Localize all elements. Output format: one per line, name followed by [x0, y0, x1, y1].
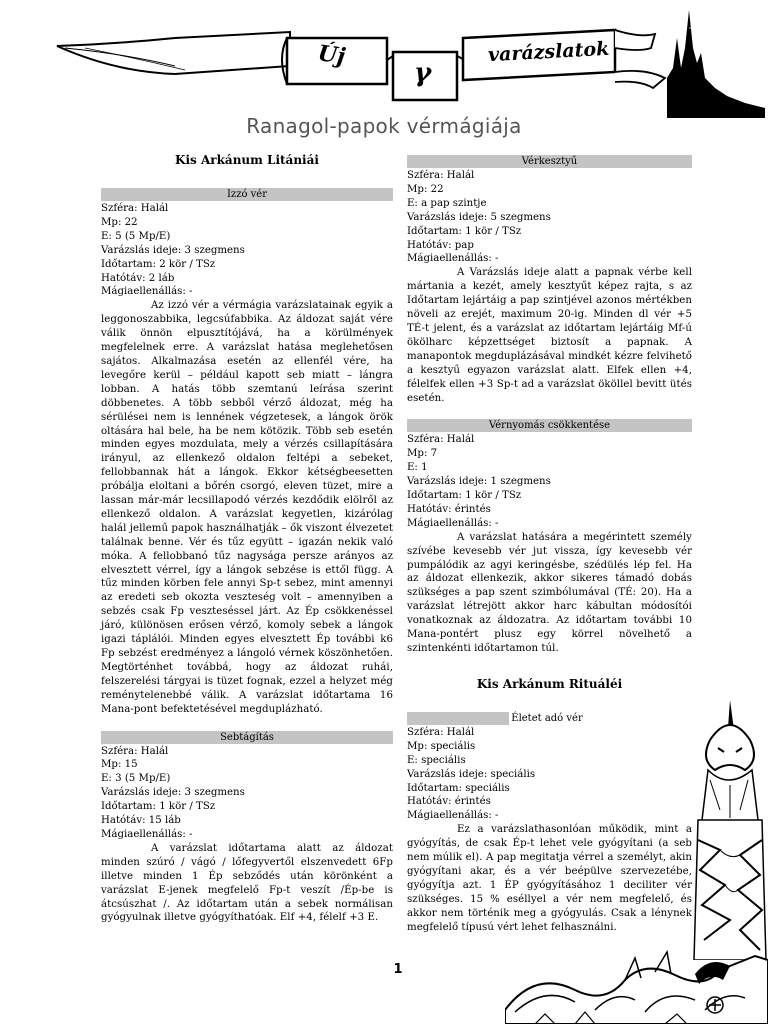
stat-line: Hatótáv: 2 láb [101, 272, 175, 284]
spell-name-header: Izzó vér [101, 188, 393, 201]
stat-line: Mp: 7 [407, 448, 438, 460]
stat-line: Mp: speciális [407, 740, 476, 752]
section-title-litaniak: Kis Arkánum Litániái [175, 153, 319, 167]
right-column [407, 155, 692, 949]
stat-line: Szféra: Halál [407, 170, 475, 181]
stat-line: Időtartam: speciális [407, 782, 510, 794]
stat-line: Mágiaellenállás: - [407, 517, 499, 529]
stat-line: Hatótáv: érintés [407, 796, 491, 808]
spell-name-header: Életet adó vér [407, 712, 687, 725]
stat-line: E: 3 (5 Mp/E) [101, 773, 171, 785]
stat-line: Varázslás ideje: 3 szegmens [101, 244, 245, 256]
spell-description: A varázslat hatására a megérintett személy szívébe kevesebb vér jut vissza, így kevesebb vér pumpálódik az agyi keringésbe, szédülés lép fel. Ha az áldozat ellenkezik, akkor sikeres támadó dobás szükséges a pap szent szimbólumával (TÉ: 20). Ha a varázslat létrejött akkor harc kábultan módosítói vonatkoznak az áldozatra. Az időtartam további 10 Mana-pontért plusz egy körrel növelhető a szintenkénti időtartamon túl. [407, 531, 692, 654]
header-banner-illustration [55, 8, 765, 118]
spell-name-header: Sebtágítás [101, 731, 393, 744]
spell-name-header: Vérnyomás csökkentése [407, 419, 692, 432]
stat-line: Időtartam: 1 kör / TSz [407, 225, 522, 237]
stat-line: Hatótáv: érintés [407, 503, 491, 515]
spell-description: Ez a varázslathasonlóan működik, mint a gyógyítás, de csak Ép-t lehet vele gyógyítani (a seb nem múlik el). A pap megitatja vérrel a személyt, akin gyógyítani akar, és a vér beépülve szervezetébe, gyógyítja azt. 1 ÉP gyógyításához 1 deciliter vér szükséges. 15 % eséllyel a vér nem megfelelő, és akkor nem történik meg a gyógyulás. Csak a lénynek megfelelő típusú vért lehet felhasználni. [407, 824, 692, 933]
stat-line: Mágiaellenállás: - [407, 810, 499, 822]
spell-block [101, 731, 393, 926]
spell-stats [407, 169, 692, 266]
page-title: Ranagol-papok vérmágiája [246, 114, 522, 138]
stat-line: Mágiaellenállás: - [101, 286, 193, 298]
left-column [101, 152, 393, 939]
spell-stats [407, 433, 692, 530]
stat-line: Szféra: Halál [101, 745, 169, 757]
spell-description: A varázslat időtartama alatt az áldozat minden szúró / vágó / lőfegyvertől elszenvedett 6Fp illetve minden 1 Ép sebződés után körönként a varázslat E-jenek megfelelő Fp-t veszít /Ép-be is átcsúszhat /. Az időtartam után a sebek normálisan gyógyulnak illetve gyógyíthatóak. Elf +4, félelf +3 E. [101, 842, 393, 924]
stat-line: E: a pap szintje [407, 197, 487, 209]
banner-word-right: varázslatok [487, 37, 610, 67]
stat-line: Időtartam: 1 kör / TSz [407, 490, 522, 502]
spell-block [407, 419, 692, 656]
spell-stats [407, 726, 687, 823]
stat-line: Hatótáv: 15 láb [101, 815, 181, 827]
stat-line: Mágiaellenállás: - [407, 253, 499, 265]
stat-line: Varázslás ideje: 3 szegmens [101, 787, 245, 799]
stat-line: Szféra: Halál [407, 434, 475, 446]
stat-line: Időtartam: 2 kör / TSz [101, 258, 216, 270]
banner-word-left: Új [316, 40, 347, 70]
section-title-ritualek: Kis Arkánum Rituáléi [476, 676, 623, 691]
stat-line: Mp: 22 [101, 216, 138, 228]
spell-block [101, 188, 393, 717]
stat-line: Időtartam: 1 kör / TSz [101, 801, 216, 813]
stat-line: Szféra: Halál [407, 726, 475, 738]
dragon-corner-illustration [505, 950, 768, 1024]
stat-line: Varázslás ideje: speciális [407, 768, 536, 780]
stat-line: E: speciális [407, 754, 466, 766]
stat-line: Mp: 15 [101, 759, 138, 771]
stat-line: Szféra: Halál [101, 203, 169, 214]
banner-glyph: γ [414, 58, 432, 88]
stat-line: Hatótáv: pap [407, 239, 474, 251]
spell-description: A Varázslás ideje alatt a papnak vérbe kell mártania a kezét, amely kesztyűt képez rajta, s az Időtartam lejártáig a pap szintjével azonos mértékben növeli az erejét, maximum 20-ig. Minden dl vér +5 TÉ-t jelent, és a varázslat az időtartam lejártáig Mf-ú ökölharc képzettséget biztosít a papnak. A manapontok megduplázásával mindkét kézre felvihető a kesztyű egyazon varázslat alatt. Elfek ellen +4, félelfek ellen +3 Sp-t ad a varázslat ököllel bevitt ütés esetén. [407, 267, 692, 404]
spell-stats [101, 745, 393, 842]
demon-figure-illustration [690, 700, 768, 960]
stat-line: Mp: 22 [407, 183, 444, 195]
ritual-block [407, 712, 692, 935]
spell-description: Az izzó vér a vérmágia varázslatainak egyik a leggonoszabbika, legcsúfabbika. Az áldozat saját vére válik önnön elpusztítójává, ha a körülmények megfelelnek erre. A varázslat hatása meglehetősen sajátos. Alkalmazása esetén az ellenfél vére, ha levegőre kerül – például kapott seb miatt – lángra lobban. A hatás több szemtanú leírása szerint döbbenetes. A több sebből vérző áldozat, még ha sérülései nem is lennének végzetesek, a lángok örök oltására hal bele, ha be nem kötözik. Több seb esetén minden egyes mozdulata, mely a vérzés csillapítására irányul, az ellenkező oldalon feltépi a sebeket, fellobbannak hát a lángok. Ekkor kétségbeesetten próbálja eloltani a bőrén csorgó, eleven tüzet, mire a lassan már-már lecsillapodó vérzés kezdődik elölről az ellenkező oldalon. A varázslat kegyetlen, kizárólag halál jellemű papok használhatják – ők viszont élvezetet találnak benne. Vér és tűz együtt – igazán nekik való móka. A fellobbanó tűz nagysága persze arányos az elvesztett vérrel, így a lángok sebzése is ettől függ. A tűz minden körben fele annyi Sp-t sebez, mint amennyi az eredeti seb okozta veszteség volt – amennyiben a sebzés csak Fp veszteséssel járt. Az Ép csökkenéssel járó, különösen erősen vérző, komoly sebek a lángok igazi táplálói. Minden egyes elvesztett Ép további k6 Fp sebzést eredményez a lángoló vérnek köszönhetően. Megtörténhet továbbá, hogy az áldozat ruhái, felszerelési tárgyai is tüzet fognak, ezzel a helyzet még reménytelenebbé válik. A varázslat időtartama 16 Mana-pont befektetésével megduplázható. [101, 300, 393, 715]
stat-line: E: 1 [407, 462, 428, 474]
spell-name-header: Vérkesztyű [407, 155, 692, 168]
page-number: 1 [393, 962, 403, 977]
spell-stats [101, 202, 393, 299]
stat-line: E: 5 (5 Mp/E) [101, 230, 171, 242]
stat-line: Varázslás ideje: 5 szegmens [407, 211, 551, 223]
spell-block [407, 155, 692, 405]
stat-line: Varázslás ideje: 1 szegmens [407, 476, 551, 488]
stat-line: Mágiaellenállás: - [101, 828, 193, 840]
